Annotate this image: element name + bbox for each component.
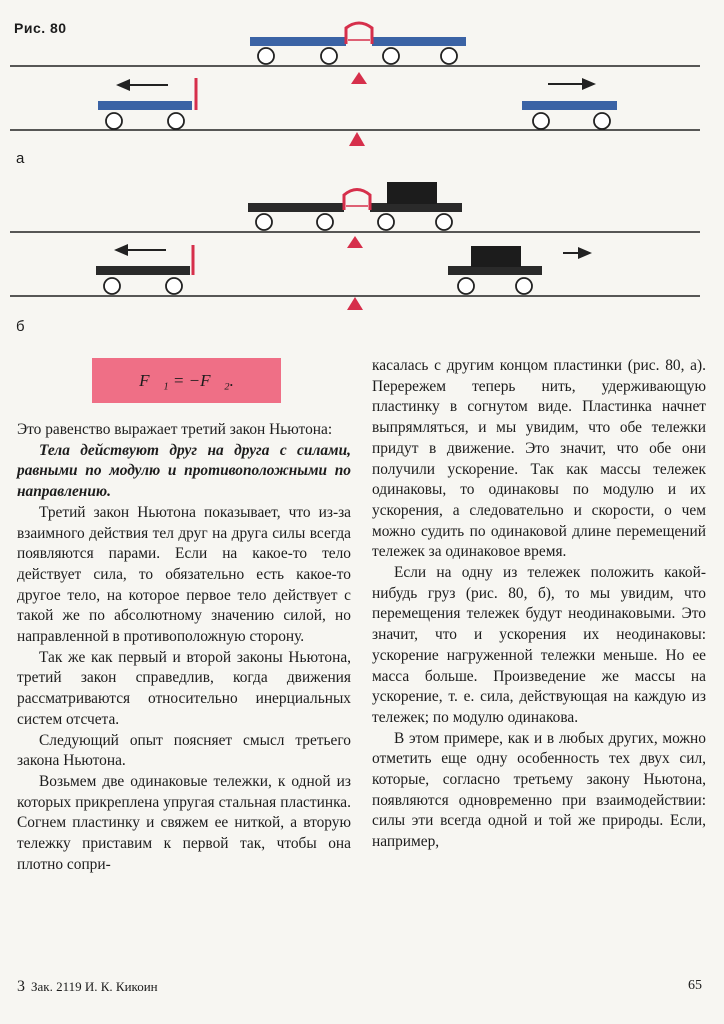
cart-pair-loaded bbox=[248, 182, 462, 230]
arrow-left-icon bbox=[114, 244, 166, 256]
cart-right-loaded-moved bbox=[448, 246, 542, 294]
panel-label-b: б bbox=[16, 318, 25, 335]
wheel bbox=[383, 48, 399, 64]
figure-80 bbox=[0, 0, 724, 345]
paragraph: Это равенство выражает третий закон Ньютона: bbox=[17, 421, 333, 438]
law-statement: Тела действуют друг на друга с силами, равными по модулю и противоположными по направлению. bbox=[17, 441, 351, 501]
reference-mark-icon bbox=[347, 236, 363, 248]
paragraph: В этом примере, как и в любых других, можно отметить еще одну особенность тех двух сил, которые, согласно третьему закону Ньютона, появляются одновременно при взаимодействии: силы эти всегда одной и той же природы. Если, например, bbox=[372, 729, 706, 851]
wheel bbox=[258, 48, 274, 64]
panel-label-a: а bbox=[16, 150, 25, 167]
paragraph: касалась с другим концом пластинки (рис. 80, а). Перережем теперь нить, удерживающую пластинку в согнутом виде. Пластинка начнет выпрямляться, и мы увидим, что обе тележки придут в движение. Это значит, что обе они получили ускорение. Так как массы тележек одинаковы, то одинаковы по модулю и их ускорения, а следовательно и скорости, о чем можно судить по одинаковой длине перемещений тележек за одинаковое время. bbox=[372, 357, 706, 561]
wheel bbox=[321, 48, 337, 64]
formula-box bbox=[92, 358, 281, 403]
figure-title: Рис. 80 bbox=[14, 20, 67, 36]
paragraph: Если на одну из тележек положить какой-нибудь груз (рис. 80, б), то мы увидим, что перемещения тележек будут неодинаковыми. Это значит, что и ускорения их неодинаковы: ускорение нагруженной тележки меньше. Но ее масса больше. Произведение же массы на ускорение, т. е. сила, действующая на каждую из тележек; по модулю одинакова. bbox=[372, 564, 706, 726]
arrow-right-icon bbox=[563, 247, 592, 259]
right-column bbox=[372, 356, 706, 853]
reference-mark-icon bbox=[347, 297, 363, 310]
paragraph: Так же как первый и второй законы Ньютона, третий закон справедлив, когда движения рассматриваются относительно инерциальных систем отсчета. bbox=[17, 648, 351, 728]
cart-right bbox=[372, 37, 466, 46]
formula: F⃗₁ = −F⃗₂. bbox=[139, 370, 234, 390]
arrow-right-icon bbox=[548, 78, 596, 90]
page-number: 65 bbox=[688, 978, 702, 993]
cart-left-moved-b bbox=[96, 245, 193, 294]
footer-imprint bbox=[17, 978, 158, 996]
paragraph: Третий закон Ньютона показывает, что из-за взаимного действия тел друг на друга силы всегда появляются парами. Если на какое-то тело действует сила, то обязательно есть какое-то другое тело, на которое первое тело действует с такой же по абсолютному значению силой, но направленной в противоположную сторону. bbox=[17, 503, 351, 646]
load-block bbox=[387, 182, 437, 204]
load-block bbox=[471, 246, 521, 267]
arrow-left-icon bbox=[116, 79, 168, 91]
paragraph: Следующий опыт поясняет смысл третьего закона Ньютона. bbox=[17, 731, 351, 770]
cart-pair-unloaded bbox=[250, 23, 466, 64]
cart-right-moved bbox=[522, 101, 617, 129]
wheel bbox=[441, 48, 457, 64]
left-column bbox=[17, 420, 351, 875]
spring-plate-icon bbox=[346, 23, 372, 44]
cart-left bbox=[250, 37, 346, 46]
reference-mark-icon bbox=[351, 72, 367, 84]
reference-mark-icon bbox=[349, 132, 365, 146]
paragraph: Возьмем две одинаковые тележки, к одной из которых прикреплена упругая стальная пластинка. Согнем пластинку и свяжем ее ниткой, а вторую тележку приставим к первой так, чтобы она плотно сопри- bbox=[17, 772, 351, 873]
signature-number: 3 bbox=[17, 978, 25, 995]
spring-plate-icon bbox=[344, 190, 370, 211]
imprint-text: Зак. 2119 И. К. Кикоин bbox=[31, 979, 158, 994]
